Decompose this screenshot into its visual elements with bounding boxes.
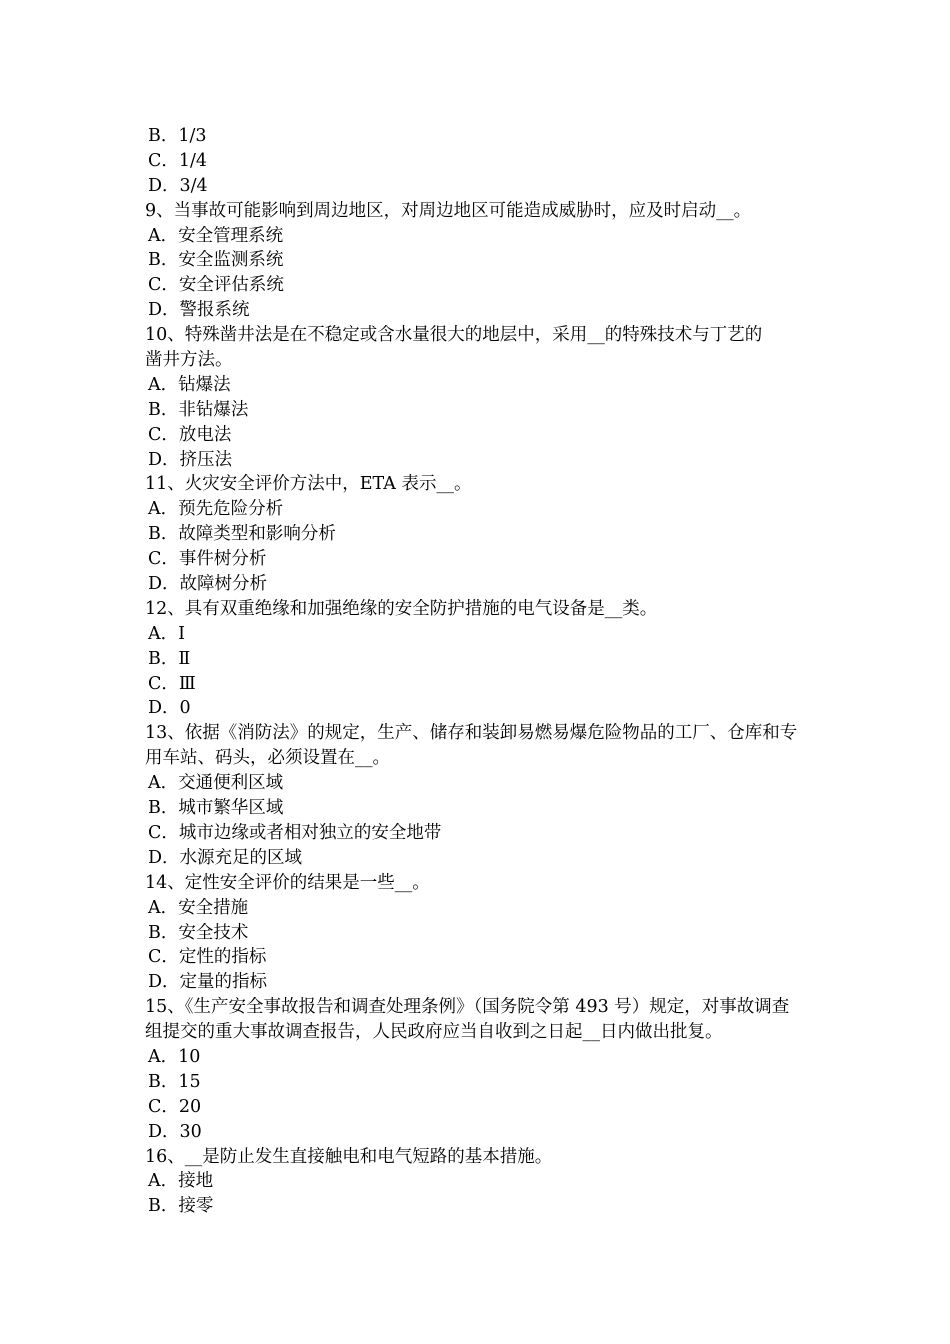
question-text: 9、当事故可能影响到周边地区，对周边地区可能造成威胁时，应及时启动__。 xyxy=(145,200,752,221)
answer-option: B．1/3 xyxy=(148,126,207,146)
answer-option: C．城市边缘或者相对独立的安全地带 xyxy=(148,822,442,843)
answer-option: C．放电法 xyxy=(148,424,232,445)
answer-option: A．安全管理系统 xyxy=(148,225,284,246)
answer-option: C．定性的指标 xyxy=(148,947,267,968)
answer-option: A．交通便利区域 xyxy=(148,773,284,794)
answer-option: D．0 xyxy=(148,698,191,719)
answer-option: A．10 xyxy=(148,1046,201,1067)
question-text: 用车站、码头，必须设置在__。 xyxy=(145,748,390,769)
question-text: 组提交的重大事故调查报告，人民政府应当自收到之日起__日内做出批复。 xyxy=(145,1022,723,1043)
answer-option: D．3/4 xyxy=(148,175,208,196)
answer-option: C．1/4 xyxy=(148,150,208,171)
question-text: 11、火灾安全评价方法中，ETA 表示__。 xyxy=(145,474,472,495)
answer-option: D．故障树分析 xyxy=(148,574,268,595)
question-text: 16、__是防止发生直接触电和电气短路的基本措施。 xyxy=(145,1146,553,1167)
answer-option: B．城市繁华区域 xyxy=(148,798,284,819)
answer-option: A．预先危险分析 xyxy=(148,499,284,520)
answer-option: B．接零 xyxy=(148,1196,214,1217)
answer-option: A．Ⅰ xyxy=(148,623,186,644)
answer-option: A．钻爆法 xyxy=(148,374,231,395)
answer-option: D．警报系统 xyxy=(148,300,250,321)
question-text: 15、《生产安全事故报告和调查处理条例》（国务院令第 493 号）规定，对事故调查 xyxy=(145,997,790,1018)
answer-option: B．非钻爆法 xyxy=(148,399,249,420)
answer-option: C．事件树分析 xyxy=(148,549,267,570)
answer-option: D．挤压法 xyxy=(148,449,233,470)
question-text: 凿井方法。 xyxy=(145,350,233,371)
answer-option: B．安全监测系统 xyxy=(148,250,284,271)
answer-option: D．定量的指标 xyxy=(148,972,268,993)
answer-option: C．20 xyxy=(148,1096,202,1117)
question-text: 13、依据《消防法》的规定，生产、储存和装卸易燃易爆危险物品的工厂、仓库和专 xyxy=(145,723,798,744)
question-text: 12、具有双重绝缘和加强绝缘的安全防护措施的电气设备是__类。 xyxy=(145,598,658,619)
answer-option: A．接地 xyxy=(148,1171,214,1192)
answer-option: B．故障类型和影响分析 xyxy=(148,524,336,545)
answer-option: B．安全技术 xyxy=(148,922,249,943)
answer-option: C．安全评估系统 xyxy=(148,275,284,296)
question-text: 10、特殊凿井法是在不稳定或含水量很大的地层中，采用__的特殊技术与丁艺的 xyxy=(145,325,763,346)
answer-option: A．安全措施 xyxy=(148,897,249,918)
answer-option: D．水源充足的区域 xyxy=(148,847,303,868)
answer-option: C．Ⅲ xyxy=(148,673,196,694)
document-body xyxy=(145,124,810,1219)
answer-option: B．Ⅱ xyxy=(148,648,191,669)
question-text: 14、定性安全评价的结果是一些__。 xyxy=(145,872,430,893)
answer-option: D．30 xyxy=(148,1121,202,1142)
answer-option: B．15 xyxy=(148,1071,201,1092)
